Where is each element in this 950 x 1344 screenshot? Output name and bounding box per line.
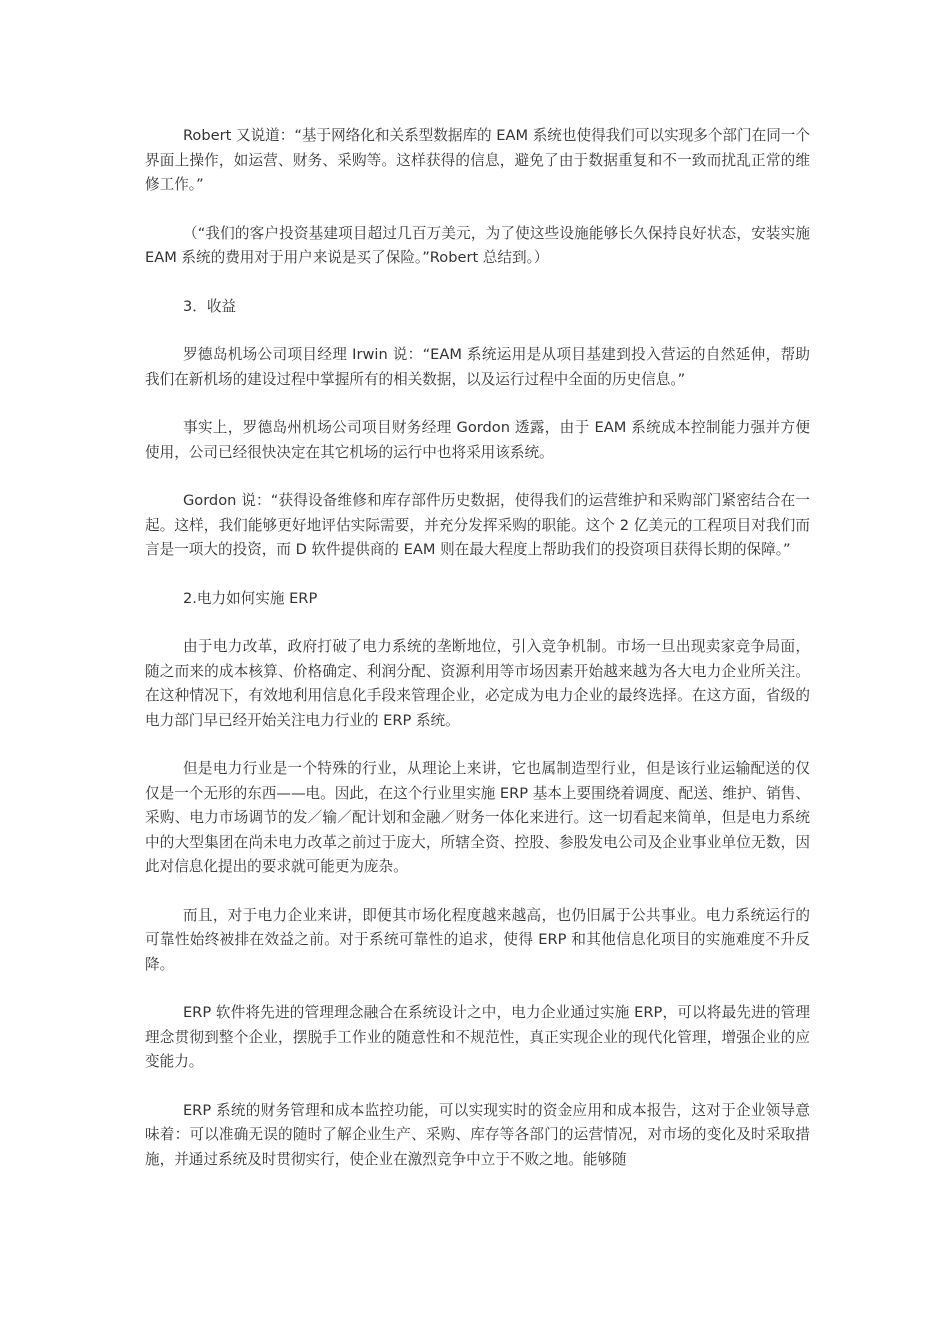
paragraph-robert-summary: （“我们的客户投资基建项目超过几百万美元，为了使这些设施能够长久保持良好状态，安装实施 EAM 系统的费用对于用户来说是买了保险。”Robert 总结到。） [145, 224, 810, 266]
document-body [145, 124, 810, 1196]
paragraph-gordon-disclosure: 事实上，罗德岛州机场公司项目财务经理 Gordon 透露，由于 EAM 系统成本控制能力强并方便使用，公司已经很快决定在其它机场的运行中也将采用该系统。 [145, 419, 810, 461]
paragraph-erp-finance: ERP 系统的财务管理和成本监控功能，可以实现实时的资金应用和成本报告，这对于企业领导意味着：可以准确无误的随时了解企业生产、采购、库存等各部门的运营情况，对市场的变化及时采取措施，并通过系统及时贯彻实行，使企业在激烈竞争中立于不败之地。能够随 [145, 1101, 810, 1168]
paragraph-robert-quote: Robert 又说道：“基于网络化和关系型数据库的 EAM 系统也使得我们可以实现多个部门在同一个界面上操作，如运营、财务、采购等。这样获得的信息，避免了由于数据重复和不一致而扰乱正常的维修工作。” [145, 127, 810, 193]
paragraph-power-reform: 由于电力改革，政府打破了电力系统的垄断地位，引入竞争机制。市场一旦出现卖家竞争局面，随之而来的成本核算、价格确定、利润分配、资源利用等市场因素开始越来越为各大电力企业所关注。在这种情况下，有效地利用信息化手段来管理企业，必定成为电力企业的最终选择。在这方面，省级的电力部门早已经开始关注电力行业的 ERP 系统。 [145, 638, 810, 729]
paragraph-power-industry-special: 但是电力行业是一个特殊的行业，从理论上来讲，它也属制造型行业，但是该行业运输配送的仅仅是一个无形的东西——电。因此，在这个行业里实施 ERP 基本上要围绕着调度、配送、维护、销售、采购、电力市场调节的发／输／配计划和金融／财务一体化来进行。这一切看起来简单，但是电力系统中的大型集团在尚未电力改革之前过于庞大，所辖全资、控股、参股发电公司及企业事业单位无数，因此对信息化提出的要求就可能更为庞杂。 [145, 760, 810, 875]
paragraph-irwin-quote: 罗德岛机场公司项目经理 Irwin 说：“EAM 系统运用是从项目基建到投入营运的自然延伸，帮助我们在新机场的建设过程中掌握所有的相关数据，以及运行过程中全面的历史信息。” [145, 346, 810, 388]
paragraph-reliability: 而且，对于电力企业来讲，即便其市场化程度越来越高，也仍旧属于公共事业。电力系统运行的可靠性始终被排在效益之前。对于系统可靠性的追求，使得 ERP 和其他信息化项目的实施难度不升反降。 [145, 906, 810, 973]
section-heading-benefits: 3．收益 [182, 297, 237, 315]
paragraph-gordon-quote: Gordon 说：“获得设备维修和库存部件历史数据，使得我们的运营维护和采购部门紧密结合在一起。这样，我们能够更好地评估实际需要，并充分发挥采购的职能。这个 2 亿美元的工程项目对我们而言是一项大的投资，而 D 软件提供商的 EAM 则在最大程度上帮助我们的投资项目获得长期的保障。” [145, 492, 810, 558]
section-heading-power-erp: 2.电力如何实施 ERP [182, 589, 318, 607]
paragraph-erp-management: ERP 软件将先进的管理理念融合在系统设计之中，电力企业通过实施 ERP，可以将最先进的管理理念贯彻到整个企业，摆脱手工作业的随意性和不规范性，真正实现企业的现代化管理，增强企业的应变能力。 [145, 1004, 810, 1070]
